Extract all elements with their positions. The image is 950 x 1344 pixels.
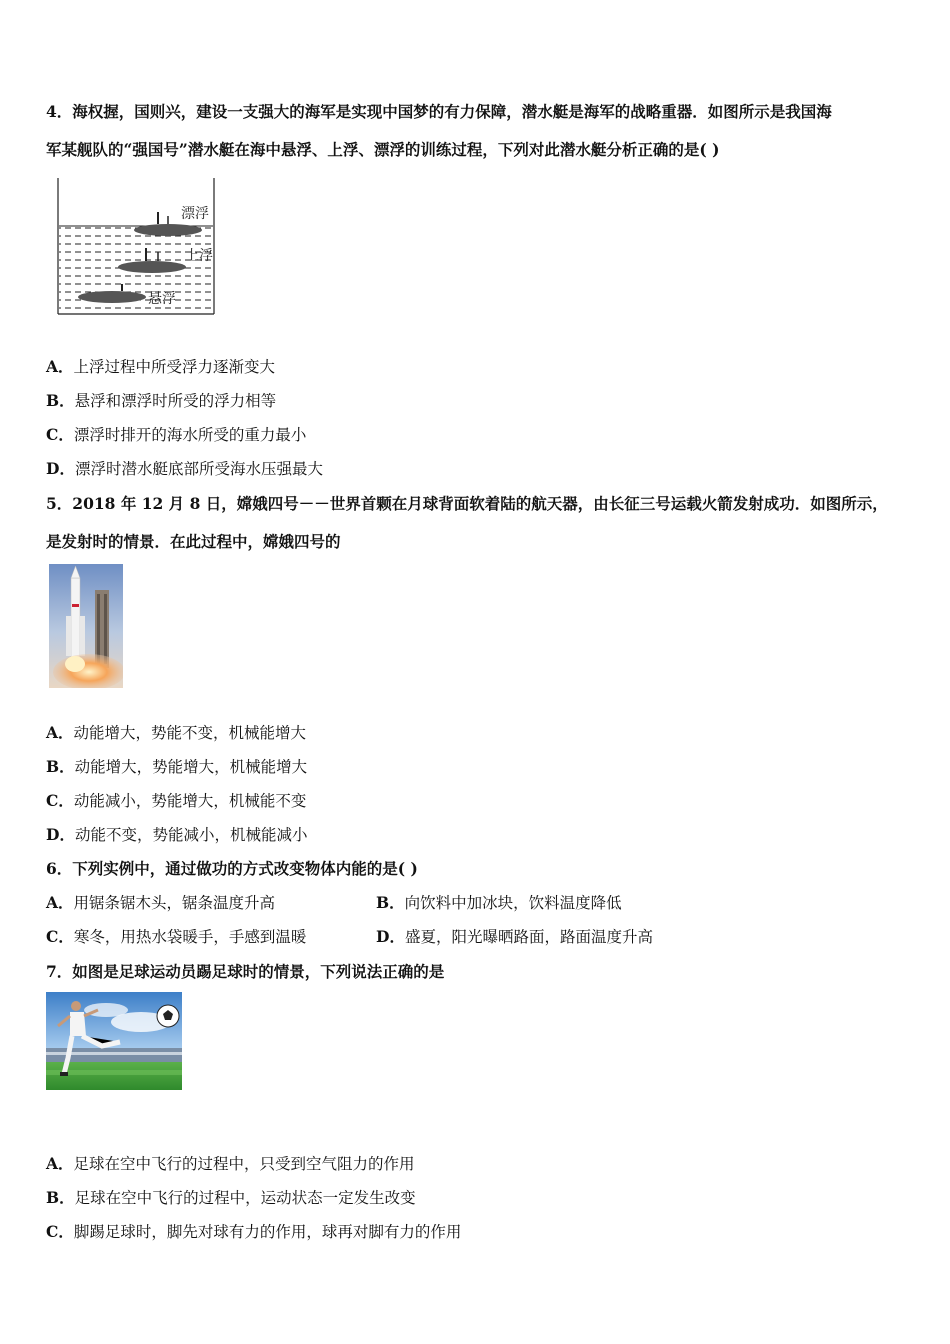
q4-option-a: A．上浮过程中所受浮力逐渐变大 <box>46 357 276 376</box>
q4-option-d: D．漂浮时潜水艇底部所受海水压强最大 <box>46 459 323 478</box>
label-rise: 上浮 <box>185 248 213 264</box>
q6-stem: 6．下列实例中，通过做功的方式改变物体内能的是( ) <box>46 859 418 878</box>
q7-option-a: A．足球在空中飞行的过程中，只受到空气阻力的作用 <box>46 1154 415 1173</box>
q7-stem: 7．如图是足球运动员踢足球时的情景，下列说法正确的是 <box>46 962 445 981</box>
q5-option-d: D．动能不变，势能减小，机械能减小 <box>46 825 308 844</box>
q7-option-b: B．足球在空中飞行的过程中，运动状态一定发生改变 <box>46 1188 416 1207</box>
q5-stem-line1: 5．2018 年 12 月 8 日，嫦娥四号－－世界首颗在月球背面软着陆的航天器，由长征三号运载火箭发射成功．如图所示， <box>46 494 888 513</box>
q5-option-b: B．动能增大，势能增大，机械能增大 <box>46 757 308 776</box>
q6-option-a: A．用锯条锯木头，锯条温度升高 <box>46 893 276 912</box>
label-suspend: 悬浮 <box>148 291 176 307</box>
q6-option-b: B．向饮料中加冰块，饮料温度降低 <box>376 893 622 912</box>
q4-stem-line1: 4．海权握，国则兴，建设一支强大的海军是实现中国梦的有力保障，潜水艇是海军的战略重器．如图所示是我国海 <box>46 102 832 121</box>
label-float: 漂浮 <box>181 206 209 222</box>
submarine-figure <box>54 176 220 318</box>
soccer-player-photo <box>46 992 182 1090</box>
q6-option-d: D．盛夏，阳光曝晒路面，路面温度升高 <box>376 927 653 946</box>
q5-stem-line2: 是发射时的情景．在此过程中，嫦娥四号的 <box>46 532 341 551</box>
q5-option-c: C．动能减小，势能增大，机械能不变 <box>46 791 307 810</box>
rocket-launch-photo <box>49 564 123 688</box>
q4-stem-line2: 军某舰队的“强国号”潜水艇在海中悬浮、上浮、漂浮的训练过程，下列对此潜水艇分析正确的是( ) <box>46 140 720 159</box>
q4-option-b: B．悬浮和漂浮时所受的浮力相等 <box>46 391 277 410</box>
q4-option-c: C．漂浮时排开的海水所受的重力最小 <box>46 425 307 444</box>
q6-option-c: C．寒冬，用热水袋暖手，手感到温暖 <box>46 927 307 946</box>
q7-option-c: C．脚踢足球时，脚先对球有力的作用，球再对脚有力的作用 <box>46 1222 462 1241</box>
q5-option-a: A．动能增大，势能不变，机械能增大 <box>46 723 307 742</box>
